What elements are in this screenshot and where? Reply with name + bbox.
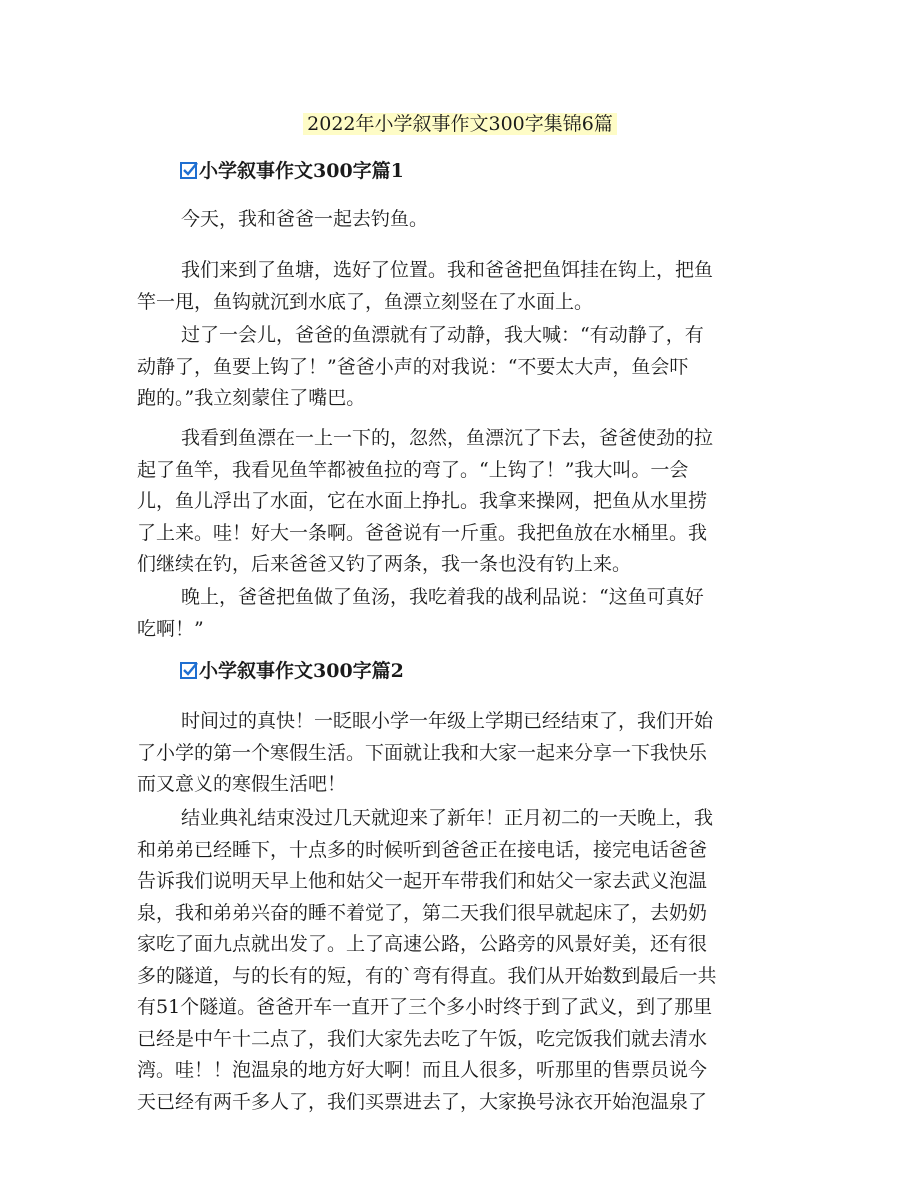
text-line: 吃啊！” <box>137 617 204 640</box>
paragraph <box>137 582 773 645</box>
text-line: 我看到鱼漂在一上一下的，忽然，鱼漂沉了下去，爸爸使劲的拉 <box>181 427 714 449</box>
paragraph <box>137 706 773 801</box>
paragraph <box>137 803 773 1118</box>
document-title <box>0 108 920 140</box>
text-line: 跑的。”我立刻蒙住了嘴巴。 <box>137 387 366 409</box>
text-line: 而又意义的寒假生活吧！ <box>137 773 347 795</box>
text-line: 多的隧道，与的长有的短，有的`弯有得直。我们从开始数到最后一共 <box>137 964 717 987</box>
text-line: 起了鱼竿，我看见鱼竿都被鱼拉的弯了。“上钩了！”我大叫。一会 <box>137 458 689 481</box>
checkbox-checked-icon <box>180 162 197 179</box>
text-line: 家吃了面九点就出发了。上了高速公路，公路旁的风景好美，还有很 <box>137 933 708 955</box>
text-line: 告诉我们说明天早上他和姑父一起开车带我们和姑父一家去武义泡温 <box>137 870 708 892</box>
text-line: 我们来到了鱼塘，选好了位置。我和爸爸把鱼饵挂在钩上，把鱼 <box>181 259 714 281</box>
text-line: 已经是中午十二点了，我们大家先去吃了午饭，吃完饭我们就去清水 <box>137 1027 708 1050</box>
text-line: 有51个隧道。爸爸开车一直开了三个多小时终于到了武义，到了那里 <box>137 996 713 1018</box>
text-line: 过了一会儿，爸爸的鱼漂就有了动静，我大喊：“有动静了，有 <box>181 324 704 346</box>
text-line: 动静了，鱼要上钩了！”爸爸小声的对我说：“不要太大声，鱼会吓 <box>137 355 689 378</box>
text-line: 竿一甩，鱼钩就沉到水底了，鱼漂立刻竖在了水面上。 <box>137 290 594 313</box>
text-line: 结业典礼结束没过几天就迎来了新年！正月初二的一天晚上，我 <box>181 807 714 829</box>
text-line: 时间过的真快！一眨眼小学一年级上学期已经结束了，我们开始 <box>181 710 714 732</box>
paragraph <box>137 255 773 318</box>
text-line: 了上来。哇！好大一条啊。爸爸说有一斤重。我把鱼放在水桶里。我 <box>137 521 708 544</box>
text-line: 们继续在钓，后来爸爸又钓了两条，我一条也没有钓上来。 <box>137 553 632 575</box>
paragraph <box>137 204 773 236</box>
section-heading-2 <box>180 656 404 686</box>
text-line: 儿，鱼儿浮出了水面，它在水面上挣扎。我拿来操网，把鱼从水里捞 <box>137 490 708 512</box>
text-line: 今天，我和爸爸一起去钓鱼。 <box>181 208 429 230</box>
text-line: 泉，我和弟弟兴奋的睡不着觉了，第二天我们很早就起床了，去奶奶 <box>137 901 708 924</box>
text-line: 和弟弟已经睡下，十点多的时候听到爸爸正在接电话，接完电话爸爸 <box>137 838 708 861</box>
checkbox-checked-icon <box>180 662 197 679</box>
section-heading-text: 小学叙事作文300字篇2 <box>199 660 404 682</box>
text-line: 了小学的第一个寒假生活。下面就让我和大家一起来分享一下我快乐 <box>137 741 708 764</box>
text-line: 晚上，爸爸把鱼做了鱼汤，我吃着我的战利品说：“这鱼可真好 <box>181 586 704 608</box>
paragraph <box>137 320 773 415</box>
document-title-text: 2022年小学叙事作文300字集锦6篇 <box>303 113 617 135</box>
text-line: 天已经有两千多人了，我们买票进去了，大家换号泳衣开始泡温泉了 <box>137 1090 708 1113</box>
section-heading-1 <box>180 156 404 186</box>
section-heading-text: 小学叙事作文300字篇1 <box>199 160 404 182</box>
paragraph <box>137 423 773 581</box>
text-line: 湾。哇！！泡温泉的地方好大啊！而且人很多，听那里的售票员说今 <box>137 1059 708 1081</box>
